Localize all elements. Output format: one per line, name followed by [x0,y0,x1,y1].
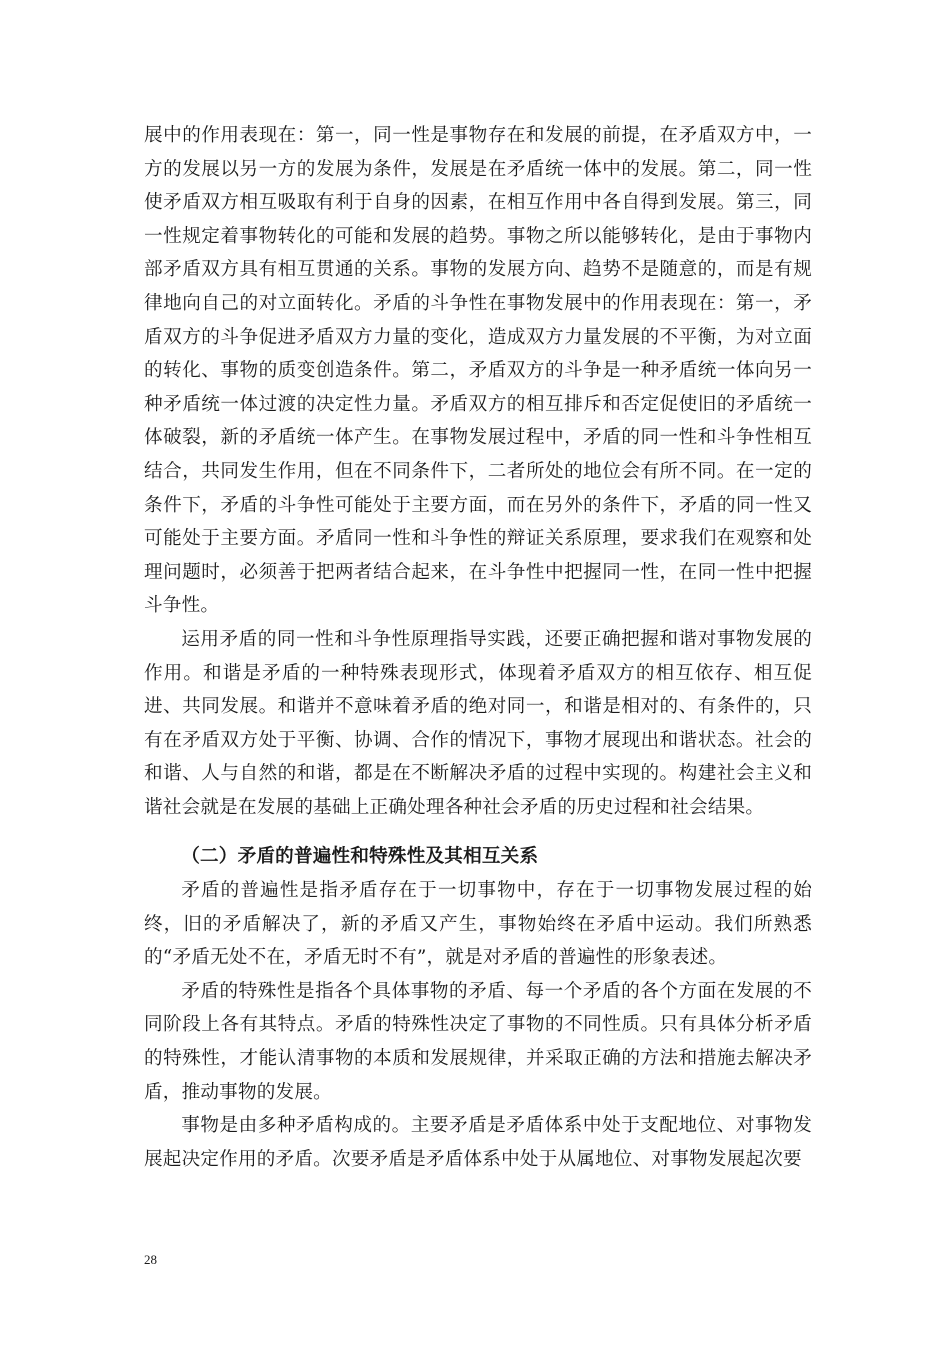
paragraph-principal-contradiction: 事物是由多种矛盾构成的。主要矛盾是矛盾体系中处于支配地位、对事物发展起决定作用的矛盾。次要矛盾是矛盾体系中处于从属地位、对事物发展起次要 [144,1115,812,1170]
paragraph-universality: 矛盾的普遍性是指矛盾存在于一切事物中，存在于一切事物发展过程的始终，旧的矛盾解决了，新的矛盾又产生，事物始终在矛盾中运动。我们所熟悉的“矛盾无处不在，矛盾无时不有”，就是对矛盾的普遍性的形象表述。 [144,880,812,969]
paragraph-continuation: 展中的作用表现在：第一，同一性是事物存在和发展的前提，在矛盾双方中，一方的发展以另一方的发展为条件，发展是在矛盾统一体中的发展。第二，同一性使矛盾双方相互吸取有利于自身的因素，在相互作用中各自得到发展。第三，同一性规定着事物转化的可能和发展的趋势。事物之所以能够转化，是由于事物内部矛盾双方具有相互贯通的关系。事物的发展方向、趋势不是随意的，而是有规律地向自己的对立面转化。矛盾的斗争性在事物发展中的作用表现在：第一，矛盾双方的斗争促进矛盾双方力量的变化，造成双方力量发展的不平衡，为对立面的转化、事物的质变创造条件。第二，矛盾双方的斗争是一种矛盾统一体向另一种矛盾统一体过渡的决定性力量。矛盾双方的相互排斥和否定促使旧的矛盾统一体破裂，新的矛盾统一体产生。在事物发展过程中，矛盾的同一性和斗争性相互结合，共同发生作用，但在不同条件下，二者所处的地位会有所不同。在一定的条件下，矛盾的斗争性可能处于主要方面，而在另外的条件下，矛盾的同一性又可能处于主要方面。矛盾同一性和斗争性的辩证关系原理，要求我们在观察和处理问题时，必须善于把两者结合起来，在斗争性中把握同一性，在同一性中把握斗争性。 [144,125,812,617]
paragraph-particularity: 矛盾的特殊性是指各个具体事物的矛盾、每一个矛盾的各个方面在发展的不同阶段上各有其特点。矛盾的特殊性决定了事物的不同性质。只有具体分析矛盾的特殊性，才能认清事物的本质和发展规律，并采取正确的方法和措施去解决矛盾，推动事物的发展。 [144,980,812,1103]
page-number: 28 [144,1252,157,1267]
document-body [144,119,812,1176]
section-heading: （二）矛盾的普遍性和特殊性及其相互关系 [181,846,539,868]
paragraph-harmony: 运用矛盾的同一性和斗争性原理指导实践，还要正确把握和谐对事物发展的作用。和谐是矛盾的一种特殊表现形式，体现着矛盾双方的相互依存、相互促进、共同发展。和谐并不意味着矛盾的绝对同一，和谐是相对的、有条件的，只有在矛盾双方处于平衡、协调、合作的情况下，事物才展现出和谐状态。社会的和谐、人与自然的和谐，都是在不断解决矛盾的过程中实现的。构建社会主义和谐社会就是在发展的基础上正确处理各种社会矛盾的历史过程和社会结果。 [144,628,812,818]
